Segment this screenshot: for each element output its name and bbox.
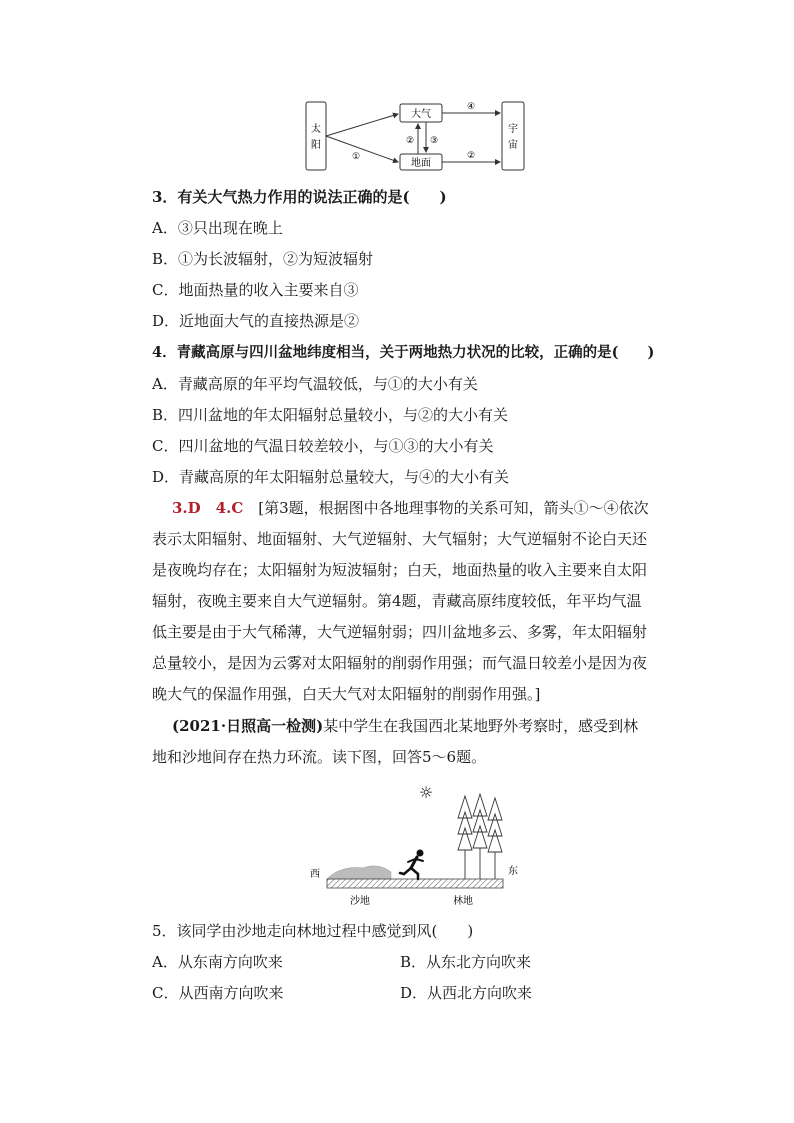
west-label: 西 [310, 869, 320, 880]
answer-text: [第3题，根据图中各地理事物的关系可知，箭头①～④依次表示太阳辐射、地面辐射、大气逆辐射、大气辐射；大气逆辐射不论白天还是夜晚均存在；太阳辐射为短波辐射；白天，地面热量的收入主要来自太阳辐射，夜晚主要来自大气逆辐射。第4题，青藏高原纬度较低，年平均气温低主要是由于大气稀薄，大气逆辐射弱；四川盆地多云、多雾，年太阳辐射总量较小，是因为云雾对太阳辐射的削弱作用强；而气温日较差小是因为夜晚大气的保温作用强，白天大气对太阳辐射的削弱作用强。] [152, 499, 649, 703]
sun-icon: ☼ [418, 783, 434, 802]
q4-option-a: A．青藏高原的年平均气温较低，与①的大小有关 [152, 375, 478, 393]
q4-option-c: C．四川盆地的气温日较差较小，与①③的大小有关 [152, 437, 494, 455]
arrow-label-2: ② [405, 136, 415, 146]
material-text: 某中学生在我国西北某地野外考察时，感受到林地和沙地间存在热力环流。读下图，回答5～6题。 [152, 717, 639, 766]
q3-option-a: A．③只出现在晚上 [152, 219, 283, 237]
east-label: 东 [508, 866, 518, 877]
q4-option-d: D．青藏高原的年太阳辐射总量较大，与④的大小有关 [152, 468, 510, 486]
q5-stem: 5．该同学由沙地走向林地过程中感觉到风( ) [152, 922, 474, 940]
forest-trees [458, 794, 502, 879]
answer-key: 3.D 4.C [172, 499, 244, 517]
sun-label-1: 太 [311, 124, 321, 135]
sun-label-2: 阳 [311, 140, 321, 151]
q4-stem: 4．青藏高原与四川盆地纬度相当，关于两地热力状况的比较，正确的是( ) [152, 344, 655, 361]
arrow-label-5: ② [466, 151, 476, 161]
q5-option-d: D．从西北方向吹来 [400, 984, 533, 1002]
atmosphere-label: 大气 [411, 109, 431, 120]
sun-box [306, 102, 326, 170]
q5-option-b: B．从东北方向吹来 [400, 953, 532, 971]
forest-label: 林地 [453, 896, 473, 907]
sand-forest-diagram [305, 778, 530, 910]
q3-option-b: B．①为长波辐射，②为短波辐射 [152, 250, 374, 268]
material-source: (2021·日照高一检测) [172, 717, 324, 735]
ground-strip [327, 879, 503, 888]
material-intro [152, 711, 652, 773]
radiation-diagram [300, 100, 530, 172]
q3-stem: 3．有关大气热力作用的说法正确的是( ) [152, 188, 447, 206]
arrow-label-1: ① [351, 152, 361, 162]
answer-explanation [152, 493, 652, 710]
q3-option-d: D．近地面大气的直接热源是② [152, 312, 360, 330]
sun-to-atmosphere-arrow [326, 114, 398, 136]
q4-option-b: B．四川盆地的年太阳辐射总量较小，与②的大小有关 [152, 406, 509, 424]
q5-option-a: A．从东南方向吹来 [152, 953, 283, 971]
space-label-1: 宇 [508, 124, 518, 135]
space-box [502, 102, 524, 170]
arrow-label-4: ④ [466, 102, 476, 112]
sun-to-ground-arrow [326, 136, 398, 162]
q5-option-c: C．从西南方向吹来 [152, 984, 284, 1002]
ground-label: 地面 [411, 158, 431, 169]
student-runner-icon [400, 850, 424, 880]
sand-dune [327, 866, 391, 879]
arrow-label-3: ③ [429, 136, 439, 146]
q3-option-c: C．地面热量的收入主要来自③ [152, 281, 359, 299]
sand-label: 沙地 [350, 896, 370, 907]
space-label-2: 宙 [508, 140, 518, 151]
